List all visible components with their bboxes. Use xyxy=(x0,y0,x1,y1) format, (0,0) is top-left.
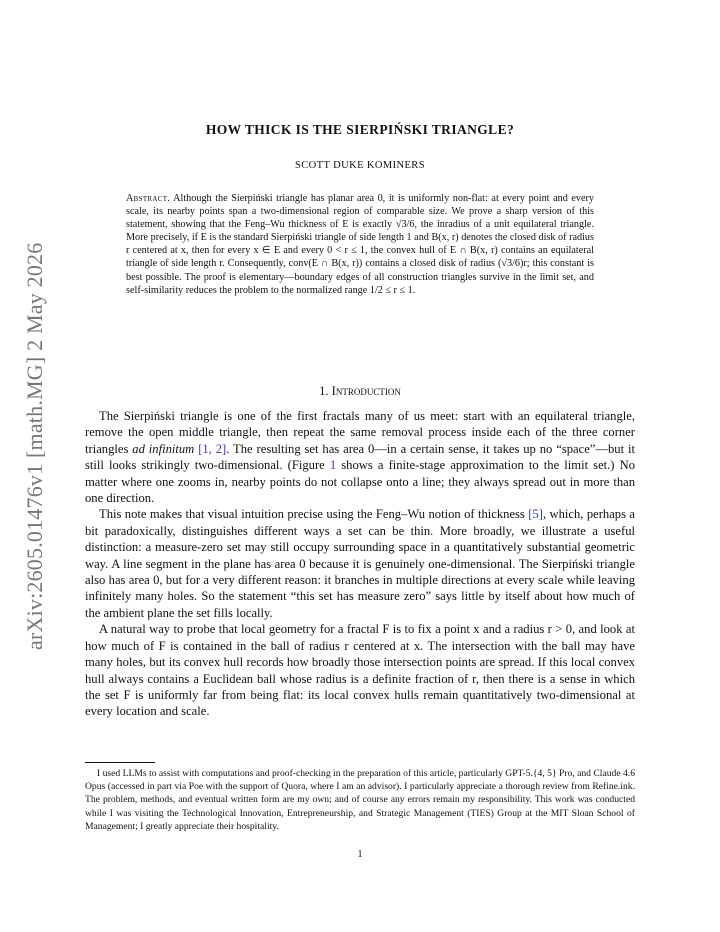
p2-text-a: This note makes that visual intuition precise using the Feng–Wu notion of thickness xyxy=(99,507,529,522)
author-name: SCOTT DUKE KOMINERS xyxy=(295,160,425,171)
footnote xyxy=(85,767,635,833)
abstract xyxy=(126,192,594,297)
p1-text-b: . The resulting set has area 0—in a certain sense, it takes up no “space”—but it still looks strikingly two-dimensional. (Figure xyxy=(85,441,635,473)
section-number: 1. xyxy=(319,384,329,398)
abstract-label: Abstract. xyxy=(126,193,171,204)
arxiv-stamp: arXiv:2605.01476v1 [math.MG] 2 May 2026 xyxy=(22,242,47,650)
p2-text-b: , which, perhaps a bit paradoxically, distinguishes different ways a set can be thin. More broadly, we illustrate a useful distinction: a measure-zero set may still occupy surrounding space in a quantitatively substantial geometric way. A line segment in the plane has area 0 because it is genuinely one-dimensional. The Sierpiński triangle also has area 0, but for a very different reason: it branches in multiple directions at every scale while leaving infinitely many holes. So the statement “this set has measure zero” says little by itself about how much of the ambient plane the set fills locally. xyxy=(85,507,635,620)
footnote-rule xyxy=(85,762,155,763)
p1-text-c: shows a finite-stage approximation to the limit set.) No matter where one zooms in, nearby points do not collapse onto a line; they always spread out in more than one direction. xyxy=(85,458,635,506)
p1-text-a: The Sierpiński triangle is one of the first fractals many of us meet: start with an equilateral triangle, remove the open middle triangle, then repeat the same removal process inside each of the three corner triangles xyxy=(85,409,635,456)
footnote-text: I used LLMs to assist with computations and proof-checking in the preparation of this article, particularly GPT-5.{4, 5} Pro, and Claude 4.6 Opus (accessed in part via Poe with the support of Quora, where I am an advisor). I particularly appreciate a thorough review from Refine.ink. The problem, methods, and eventual written form are my own; and of course any errors remain my responsibility. This work was conducted while I was visiting the Technological Innovation, Entrepreneurship, and Strategic Management (TIES) Group at the MIT Sloan School of Management; I greatly appreciate their hospitality. xyxy=(85,768,635,832)
figure-1-link[interactable]: 1 xyxy=(329,458,337,473)
paragraph-2 xyxy=(85,506,635,621)
paper-title: HOW THICK IS THE SIERPIŃSKI TRIANGLE? xyxy=(205,122,515,137)
section-title: Introduction xyxy=(331,384,401,398)
abstract-text: Although the Sierpiński triangle has planar area 0, it is uniformly non-flat: at every point and every scale, its nearby points span a two-dimensional region of comparable size. We prove a sharp version of this statement, showing that the Feng–Wu thickness of E is exactly √3/6, the inradius of a unit equilateral triangle. More precisely, if E is the standard Sierpiński triangle of side length 1 and B(x, r) denotes the closed disk of radius r centered at x, then for every x ∈ E and every 0 < r ≤ 1, the convex hull of E ∩ B(x, r) contains an equilateral triangle of side length r. Consequently, conv(E ∩ B(x, r)) contains a closed disk of radius (√3/6)r; this constant is best possible. The proof is elementary—boundary edges of all construction triangles survive in the limit set, and self-similarity reduces the problem to the normalized range 1/2 ≤ r ≤ 1. xyxy=(126,193,595,296)
p1-italic: ad infinitum xyxy=(132,441,195,456)
section-heading xyxy=(85,384,635,399)
body-text xyxy=(85,408,635,720)
page-number: 1 xyxy=(357,849,363,860)
citation-1-2[interactable]: [1, 2] xyxy=(198,441,227,456)
paragraph-1 xyxy=(85,408,635,506)
citation-5[interactable]: [5] xyxy=(528,507,543,522)
paragraph-3: A natural way to probe that local geometry for a fractal F is to fix a point x and a radius r > 0, and look at how much of F is contained in the ball of radius r centered at x. The intersection with the ball may have many holes, but its convex hull records how broadly those intersection points are spread. If this local convex hull always contains a Euclidean ball whose radius is a definite fraction of r, then there is a sense in which the set F is uniformly far from being flat: its local convex hulls remain quantitatively two-dimensional at every location and scale. xyxy=(85,622,635,719)
